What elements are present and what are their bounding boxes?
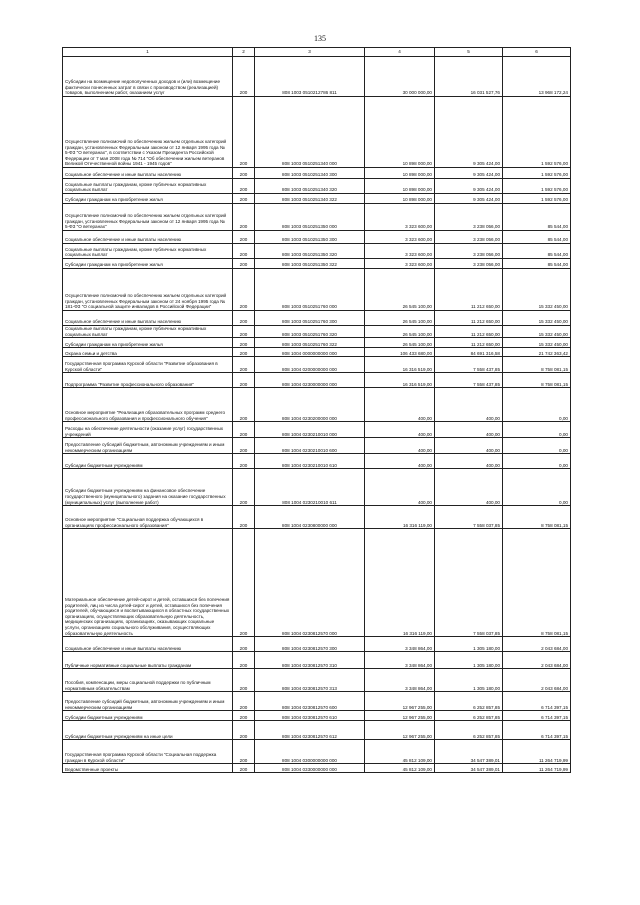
cell-code: 808 1003 0510251760 322 [255,338,365,348]
cell-c5: 7 558 437,85 [435,357,503,373]
cell-c4: 12 967 255,00 [365,692,435,711]
cell-name: Предоставление субсидий бюджетным, автономным учреждениям и иным некоммерческим организациям [63,438,233,454]
cell-c4: 400,00 [365,388,435,422]
cell-c6: 0,00 [503,388,571,422]
cell-c4: 26 545 100,00 [365,311,435,326]
cell-c5: 9 305 424,00 [435,194,503,204]
cell-ved: 200 [233,244,255,259]
cell-code: 808 1003 0510251340 322 [255,194,365,204]
cell-c5: 400,00 [435,469,503,506]
cell-c5: 6 252 857,85 [435,721,503,740]
cell-c6: 0,00 [503,454,571,469]
cell-ved: 200 [233,311,255,326]
cell-c6: 15 332 450,00 [503,326,571,338]
cell-c5: 3 238 056,00 [435,204,503,231]
cell-c4: 26 545 100,00 [365,338,435,348]
cell-c6: 15 332 450,00 [503,269,571,311]
cell-ved: 200 [233,506,255,529]
cell-code: 808 1003 0510251760 320 [255,326,365,338]
cell-c4: 26 545 100,00 [365,269,435,311]
cell-ved: 200 [233,721,255,740]
cell-name: Субсидии бюджетным учреждениям [63,454,233,469]
cell-c4: 10 898 000,00 [365,97,435,168]
table-row [63,357,571,373]
table-row [63,311,571,326]
cell-c5: 3 238 056,00 [435,244,503,259]
cell-c4: 106 433 680,00 [365,348,435,357]
table-row [63,469,571,506]
cell-name: Социальное обеспечение и иные выплаты населению [63,168,233,179]
cell-name: Социальное обеспечение и иные выплаты населению [63,311,233,326]
cell-c4: 45 812 109,00 [365,740,435,764]
cell-c6: 1 592 576,00 [503,97,571,168]
header-row [63,48,571,57]
cell-code: 808 1004 0230812570 310 [255,652,365,669]
cell-ved: 200 [233,652,255,669]
cell-c6: 0,00 [503,422,571,438]
cell-ved: 200 [233,97,255,168]
table-row [63,373,571,388]
cell-code: 808 1004 0230210010 610 [255,454,365,469]
cell-c6: 1 592 576,00 [503,168,571,179]
cell-c5: 6 252 857,85 [435,692,503,711]
table-row [63,259,571,269]
cell-name: Субсидии бюджетным учреждениям на финансовое обеспечение государственного (муниципального) задания на оказание государственных (муниципальных) услуг (выполнение работ) [63,469,233,506]
table-row [63,721,571,740]
table-row [63,529,571,637]
cell-ved: 200 [233,204,255,231]
table-row [63,244,571,259]
cell-c5: 400,00 [435,454,503,469]
table-row [63,637,571,652]
table-row [63,326,571,338]
cell-name: Государственная программа Курской области "Развитие образования в Курской области" [63,357,233,373]
table-row [63,388,571,422]
cell-c6: 6 714 397,15 [503,711,571,721]
cell-c5: 9 305 424,00 [435,179,503,194]
cell-c5: 400,00 [435,388,503,422]
table-row [63,204,571,231]
cell-c5: 3 238 056,00 [435,259,503,269]
cell-c4: 45 812 109,00 [365,764,435,773]
cell-name: Социальные выплаты гражданам, кроме публичных нормативных социальных выплат [63,326,233,338]
cell-code: 808 1003 0510212786 811 [255,57,365,97]
table-row [63,269,571,311]
cell-name: Осуществление полномочий по обеспечению жильем отдельных категорий граждан, установленных Федеральным законом от 12 января 1995 года № 5-ФЗ "О ветеранах", в соответствии с Указом Президента Российской Федерации от 7 мая 2008 года № 714 "Об обеспечении жильем ветеранов Великой Отечественной войны 1941 - 1945 годов" [63,97,233,168]
cell-name: Социальные выплаты гражданам, кроме публичных нормативных социальных выплат [63,179,233,194]
cell-ved: 200 [233,438,255,454]
cell-code: 808 1003 0510251760 000 [255,269,365,311]
cell-name: Осуществление полномочий по обеспечению жильем отдельных категорий граждан, установленных Федеральным законом от 24 ноября 1995 года № 181-ФЗ "О социальной защите инвалидов в Российской Федерации" [63,269,233,311]
cell-name: Субсидии бюджетным учреждениям [63,711,233,721]
cell-c5: 11 212 650,00 [435,338,503,348]
cell-ved: 200 [233,348,255,357]
cell-c6: 15 332 450,00 [503,311,571,326]
cell-code: 808 1004 0230812570 313 [255,669,365,692]
cell-code: 808 1004 0230210010 600 [255,438,365,454]
cell-code: 808 1003 0510251340 320 [255,179,365,194]
cell-c4: 30 000 000,00 [365,57,435,97]
cell-c5: 1 305 180,00 [435,669,503,692]
cell-code: 808 1004 0230812570 300 [255,637,365,652]
cell-c5: 400,00 [435,438,503,454]
table-row [63,348,571,357]
cell-c5: 11 212 650,00 [435,326,503,338]
header-cell: 6 [503,48,571,57]
cell-c4: 3 323 600,00 [365,244,435,259]
cell-code: 808 1003 0510251340 000 [255,97,365,168]
header-cell: 1 [63,48,233,57]
cell-name: Основное мероприятие "Реализация образовательных программ среднего профессионального образования и профессионального обучения" [63,388,233,422]
cell-code: 808 1004 0230812570 600 [255,692,365,711]
cell-code: 808 1003 0510251340 300 [255,168,365,179]
cell-code: 808 1004 0230210010 000 [255,422,365,438]
cell-code: 808 1004 0200000000 000 [255,357,365,373]
cell-c5: 34 547 389,01 [435,740,503,764]
cell-name: Охрана семьи и детства [63,348,233,357]
cell-c6: 1 592 576,00 [503,179,571,194]
cell-c4: 16 316 519,00 [365,373,435,388]
cell-c4: 12 967 255,00 [365,711,435,721]
cell-name: Предоставление субсидий бюджетным, автономным учреждениям и иным некоммерческим организациям [63,692,233,711]
cell-c5: 1 305 180,00 [435,637,503,652]
cell-c4: 400,00 [365,422,435,438]
cell-ved: 200 [233,259,255,269]
table-row [63,506,571,529]
cell-c4: 16 316 119,00 [365,529,435,637]
table-row [63,179,571,194]
header-cell: 3 [255,48,365,57]
cell-c5: 9 305 424,00 [435,168,503,179]
cell-c4: 3 323 600,00 [365,259,435,269]
cell-c5: 6 252 857,85 [435,711,503,721]
cell-ved: 200 [233,764,255,773]
cell-c6: 8 758 081,15 [503,373,571,388]
cell-ved: 200 [233,57,255,97]
table-row [63,168,571,179]
cell-c6: 85 544,00 [503,244,571,259]
cell-c4: 400,00 [365,438,435,454]
cell-ved: 200 [233,373,255,388]
cell-code: 808 1004 0230200000 000 [255,388,365,422]
cell-c6: 21 742 363,42 [503,348,571,357]
cell-c6: 0,00 [503,438,571,454]
cell-code: 808 1004 0300000000 000 [255,740,365,764]
cell-c5: 7 558 037,85 [435,529,503,637]
table-row [63,194,571,204]
header-cell: 5 [435,48,503,57]
cell-ved: 200 [233,179,255,194]
cell-c6: 2 043 684,00 [503,652,571,669]
cell-name: Осуществление полномочий по обеспечению жильем отдельных категорий граждан, установленных Федеральным законом от 12 января 1995 года № 5-ФЗ "О ветеранах" [63,204,233,231]
cell-code: 808 1004 0230210010 611 [255,469,365,506]
cell-name: Субсидии на возмещение недополученных доходов и (или) возмещение фактически понесенных затрат в связи с производством (реализацией) товаров, выполнением работ, оказанием услуг [63,57,233,97]
cell-c4: 10 898 000,00 [365,179,435,194]
cell-c5: 9 305 424,00 [435,97,503,168]
cell-c6: 85 544,00 [503,259,571,269]
cell-code: 808 1004 0330000000 000 [255,764,365,773]
cell-c4: 12 967 255,00 [365,721,435,740]
cell-c4: 3 323 600,00 [365,231,435,244]
cell-ved: 200 [233,422,255,438]
cell-ved: 200 [233,711,255,721]
cell-ved: 200 [233,269,255,311]
cell-name: Субсидии гражданам на приобретение жилья [63,338,233,348]
cell-name: Основное мероприятие "Социальная поддержка обучающихся в организациях профессионального образования" [63,506,233,529]
cell-c6: 11 264 719,99 [503,764,571,773]
cell-c6: 2 043 684,00 [503,637,571,652]
cell-c5: 34 547 389,01 [435,764,503,773]
cell-c4: 10 898 000,00 [365,194,435,204]
cell-c4: 16 316 519,00 [365,357,435,373]
cell-c6: 2 043 684,00 [503,669,571,692]
table-row [63,652,571,669]
table-row [63,231,571,244]
cell-c6: 8 758 081,15 [503,357,571,373]
cell-c6: 8 758 081,15 [503,529,571,637]
header-cell: 4 [365,48,435,57]
cell-c6: 6 714 397,15 [503,692,571,711]
budget-table [62,47,571,773]
cell-code: 808 1003 0510251350 320 [255,244,365,259]
cell-name: Подпрограмма "Развитие профессионального образования" [63,373,233,388]
cell-name: Социальные выплаты гражданам, кроме публичных нормативных социальных выплат [63,244,233,259]
cell-c4: 16 316 119,00 [365,506,435,529]
cell-ved: 200 [233,388,255,422]
page-number: 135 [314,34,326,43]
cell-c5: 11 212 650,00 [435,269,503,311]
cell-code: 808 1003 0510251350 300 [255,231,365,244]
cell-ved: 200 [233,529,255,637]
cell-c6: 13 968 172,24 [503,57,571,97]
cell-c6: 8 758 081,15 [503,506,571,529]
cell-code: 808 1004 0230812570 610 [255,711,365,721]
table-row [63,97,571,168]
cell-c6: 15 332 450,00 [503,338,571,348]
cell-ved: 200 [233,669,255,692]
cell-name: Ведомственные проекты [63,764,233,773]
table-row [63,764,571,773]
cell-ved: 200 [233,637,255,652]
table-row [63,669,571,692]
cell-name: Материальное обеспечение детей-сирот и детей, оставшихся без попечения родителей, лиц из числа детей-сирот и детей, оставшихся без попечения родителей, обучающихся и воспитывающихся в областных государственных организациях, осуществляющих образовательную деятельность, медицинских организациях, организациях, оказывающих социальные услуги, организациях социального обслуживания, осуществляющих образовательную деятельность [63,529,233,637]
cell-code: 808 1004 0230000000 000 [255,373,365,388]
table-row [63,422,571,438]
cell-name: Социальное обеспечение и иные выплаты населению [63,231,233,244]
cell-c5: 400,00 [435,422,503,438]
cell-c4: 3 348 864,00 [365,652,435,669]
cell-c6: 0,00 [503,469,571,506]
cell-c6: 11 264 719,99 [503,740,571,764]
cell-ved: 200 [233,692,255,711]
cell-name: Пособия, компенсации, меры социальной поддержки по публичным нормативным обязательствам [63,669,233,692]
cell-ved: 200 [233,357,255,373]
cell-name: Субсидии гражданам на приобретение жилья [63,259,233,269]
cell-c4: 3 348 864,00 [365,669,435,692]
cell-name: Субсидии бюджетным учреждениям на иные цели [63,721,233,740]
cell-ved: 200 [233,194,255,204]
cell-c5: 7 558 037,85 [435,506,503,529]
table-row [63,438,571,454]
cell-code: 808 1004 0000000000 000 [255,348,365,357]
cell-name: Публичные нормативные социальные выплаты гражданам [63,652,233,669]
cell-code: 808 1003 0510251350 322 [255,259,365,269]
table-row [63,57,571,97]
cell-c5: 3 238 056,00 [435,231,503,244]
cell-ved: 200 [233,326,255,338]
table-row [63,692,571,711]
cell-c6: 85 544,00 [503,231,571,244]
table-row [63,711,571,721]
cell-ved: 200 [233,454,255,469]
cell-c4: 26 545 100,00 [365,326,435,338]
cell-c4: 10 898 000,00 [365,168,435,179]
cell-c4: 400,00 [365,469,435,506]
cell-c4: 400,00 [365,454,435,469]
cell-name: Государственная программа Курской области "Социальная поддержка граждан в Курской области" [63,740,233,764]
cell-c5: 11 212 650,00 [435,311,503,326]
cell-c5: 7 558 437,85 [435,373,503,388]
cell-name: Социальное обеспечение и иные выплаты населению [63,637,233,652]
cell-code: 808 1004 0230800000 000 [255,506,365,529]
table-row [63,740,571,764]
cell-c5: 16 031 527,76 [435,57,503,97]
cell-c6: 1 592 576,00 [503,194,571,204]
cell-ved: 200 [233,168,255,179]
cell-code: 808 1004 0230812570 612 [255,721,365,740]
cell-code: 808 1004 0230812570 000 [255,529,365,637]
table-row [63,338,571,348]
cell-name: Расходы на обеспечение деятельности (оказание услуг) государственных учреждений [63,422,233,438]
cell-c4: 3 348 864,00 [365,637,435,652]
cell-c6: 85 544,00 [503,204,571,231]
cell-code: 808 1003 0510251760 300 [255,311,365,326]
cell-ved: 200 [233,740,255,764]
cell-ved: 200 [233,338,255,348]
cell-c6: 6 714 397,15 [503,721,571,740]
cell-ved: 200 [233,469,255,506]
table-row [63,454,571,469]
cell-code: 808 1003 0510251350 000 [255,204,365,231]
cell-name: Субсидии гражданам на приобретение жилья [63,194,233,204]
cell-c4: 3 323 600,00 [365,204,435,231]
header-cell: 2 [233,48,255,57]
cell-ved: 200 [233,231,255,244]
cell-c5: 84 691 316,58 [435,348,503,357]
cell-c5: 1 305 180,00 [435,652,503,669]
